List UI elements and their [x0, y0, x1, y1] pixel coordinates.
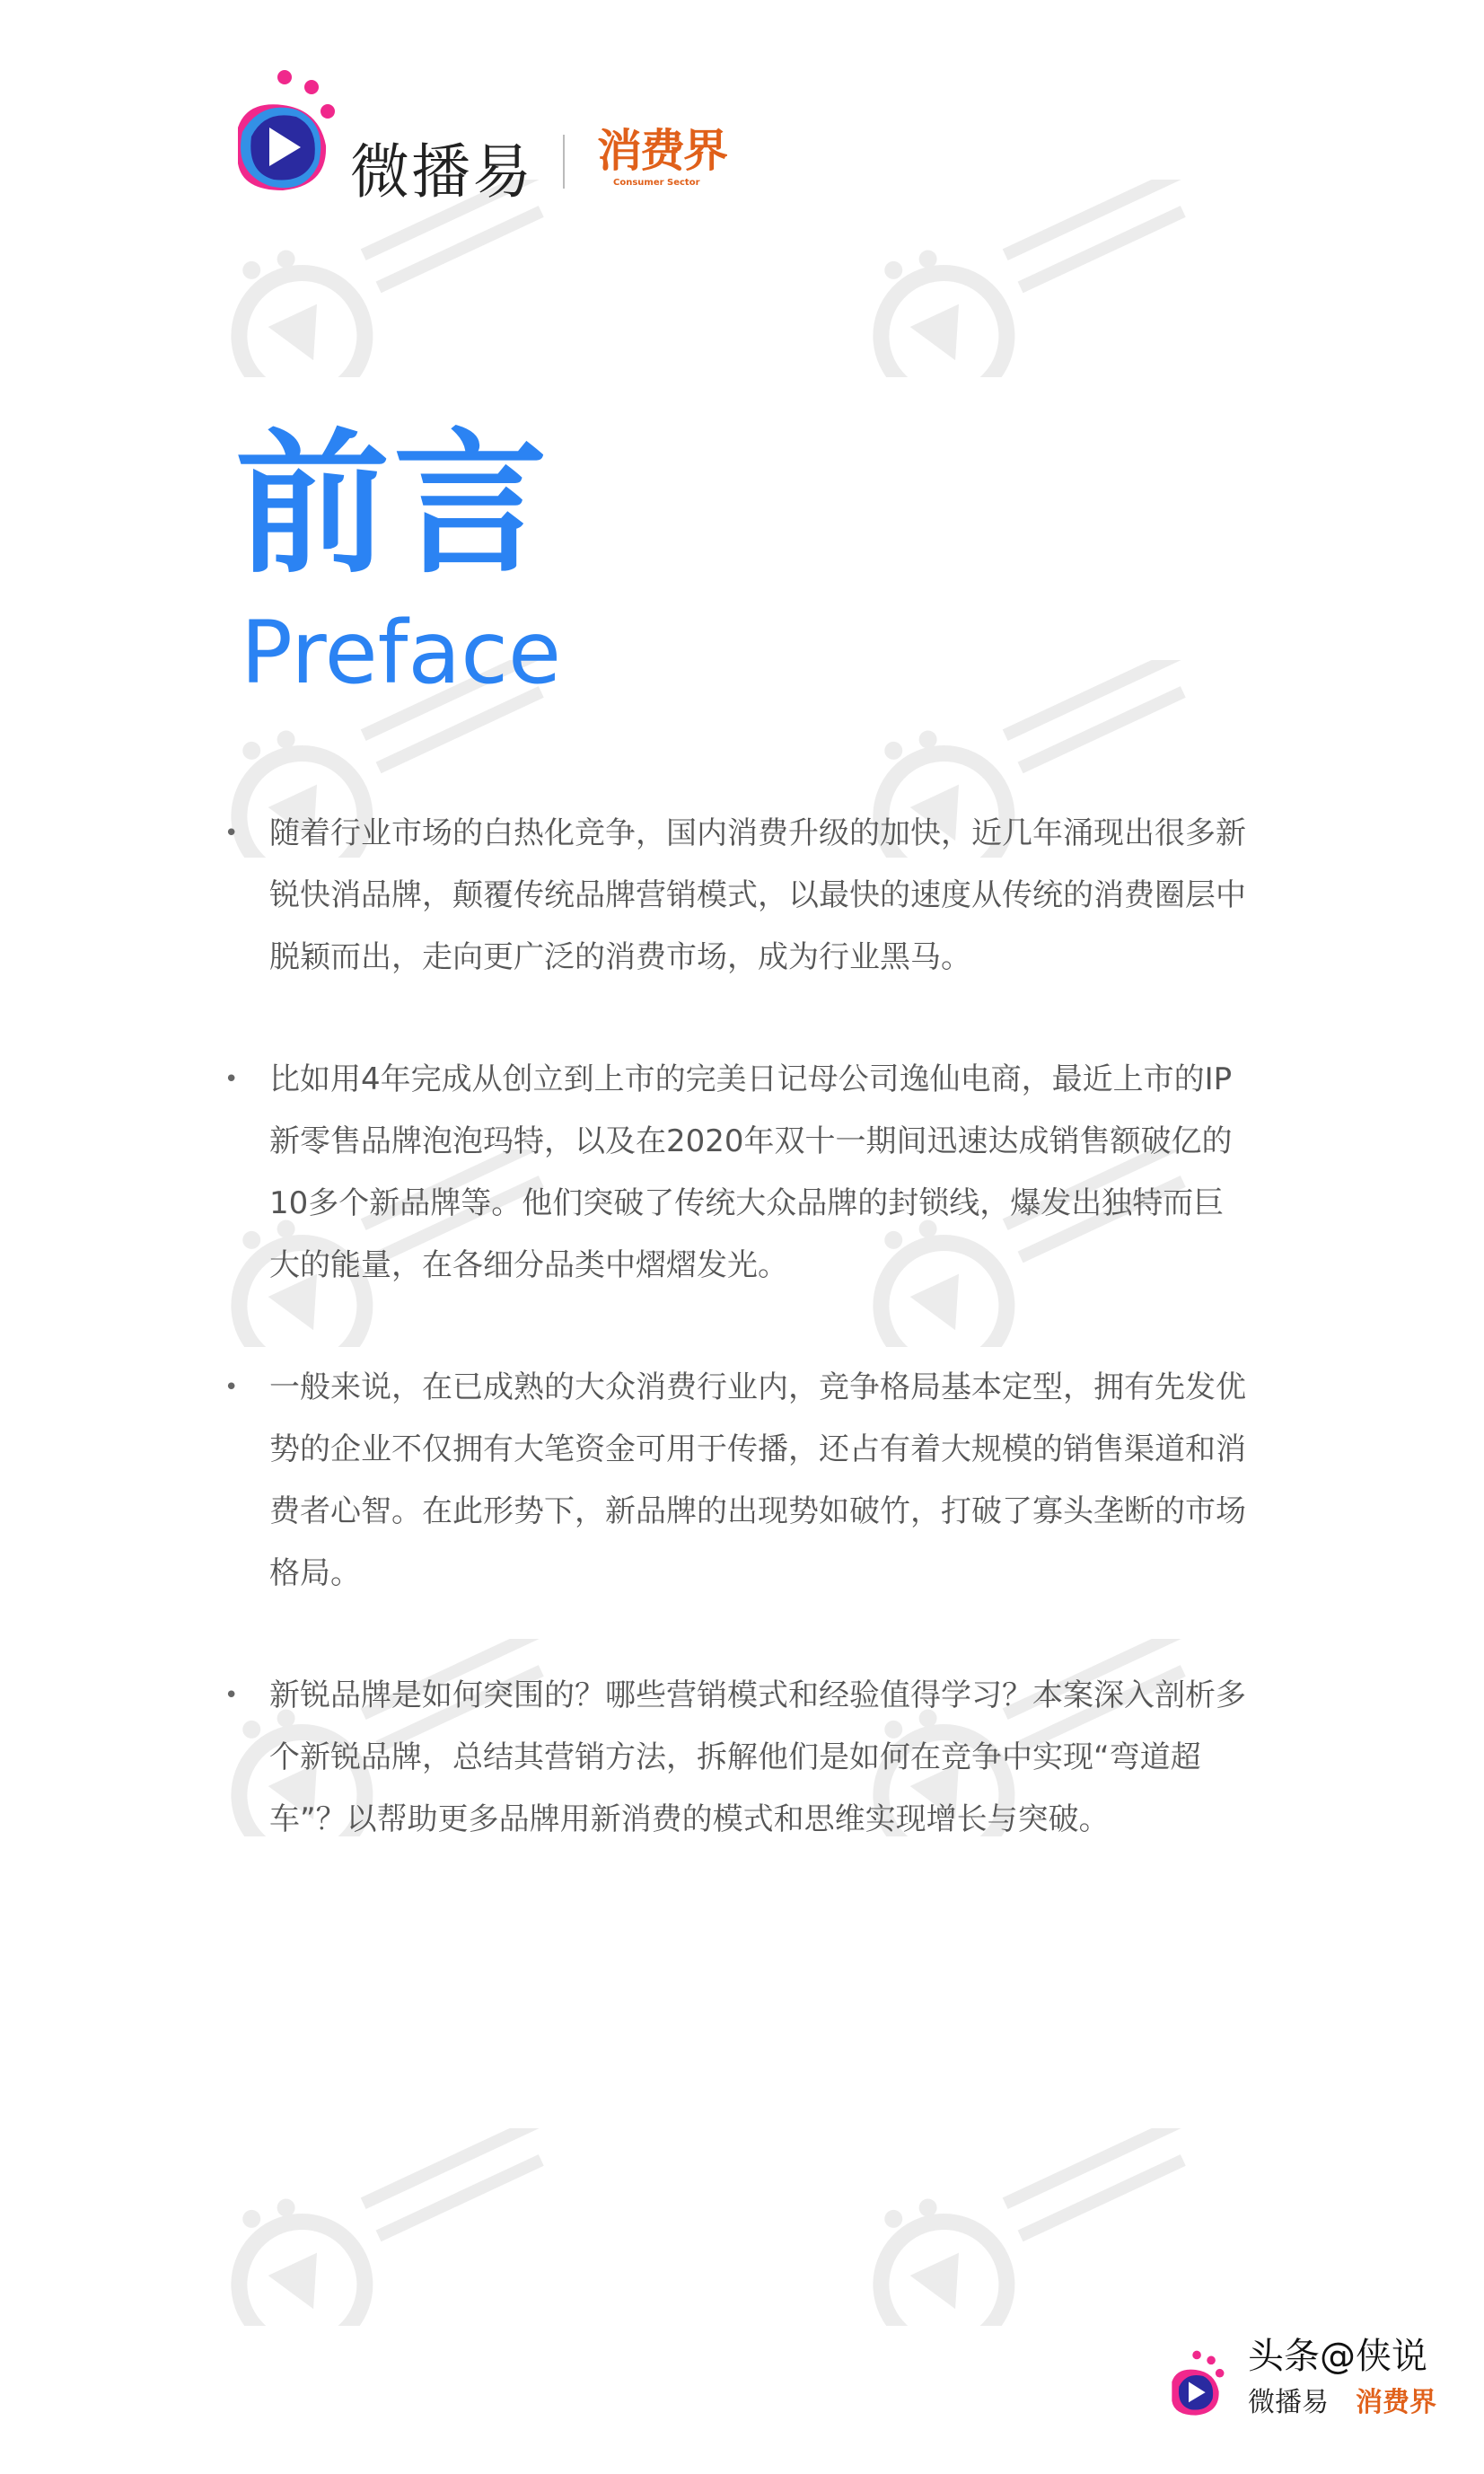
paragraph-1: [224, 803, 1257, 989]
text-line: 个新锐品牌，总结其营销方法，拆解他们是如何在竞争中实现“弯道超: [269, 1739, 1201, 1775]
paragraph-3: [224, 1357, 1257, 1605]
watermark-logo-icon: [215, 180, 593, 377]
text-line: 10多个新品牌等。他们突破了传统大众品牌的封锁线，爆发出独特而巨: [269, 1185, 1225, 1221]
footer-brand-name: 微播易: [1248, 2387, 1329, 2418]
text-line: 锐快消品牌，颠覆传统品牌营销模式，以最快的速度从传统的消费圈层中: [269, 877, 1246, 913]
text-line: 新锐品牌是如何突围的？哪些营销模式和经验值得学习？本案深入剖析多: [269, 1677, 1246, 1713]
text-line: 格局。: [269, 1555, 361, 1591]
text-line: 势的企业不仅拥有大笔资金可用于传播，还占有着大规模的销售渠道和消: [269, 1431, 1246, 1467]
text-line: 大的能量，在各细分品类中熠熠发光。: [269, 1247, 788, 1283]
text-line: 车”？以帮助更多品牌用新消费的模式和思维实现增长与突破。: [269, 1801, 1110, 1837]
watermark-logo-icon: [857, 2128, 1234, 2326]
weiboyi-small-logo-icon: [1167, 2348, 1239, 2420]
bullet: •: [224, 1374, 239, 1401]
text-line: 费者心智。在此形势下，新品牌的出现势如破竹，打破了寡头垄断的市场: [269, 1493, 1246, 1529]
footer-partner-name: 消费界: [1356, 2387, 1436, 2418]
text-line: 比如用4年完成从创立到上市的完美日记母公司逸仙电商，最近上市的IP: [269, 1061, 1233, 1097]
weiboyi-logo-icon: [229, 65, 364, 199]
text-line: 新零售品牌泡泡玛特，以及在2020年双十一期间迅速达成销售额破亿的: [269, 1123, 1233, 1159]
text-line: 一般来说，在已成熟的大众消费行业内，竞争格局基本定型，拥有先发优: [269, 1369, 1246, 1405]
bullet: •: [224, 820, 239, 847]
partner-name: 消费界: [597, 124, 726, 177]
logo-divider: [563, 135, 565, 189]
consumer-sector-logo: [597, 126, 750, 193]
watermark-logo-icon: [215, 2128, 593, 2326]
watermark-logo-icon: [857, 180, 1234, 377]
partner-subtitle: Consumer Sector: [613, 178, 700, 188]
bullet: •: [224, 1066, 239, 1093]
paragraph-4: [224, 1665, 1257, 1851]
text-line: 脱颖而出，走向更广泛的消费市场，成为行业黑马。: [269, 939, 971, 975]
page-subtitle: Preface: [241, 603, 562, 703]
bullet: •: [224, 1682, 239, 1709]
brand-name: 微播易: [350, 137, 533, 207]
text-line: 随着行业市场的白热化竞争，国内消费升级的加快，近几年涌现出很多新: [269, 815, 1246, 851]
paragraph-2: [224, 1049, 1257, 1297]
source-watermark-text: 头条@侠说: [1248, 2336, 1427, 2377]
page-title: 前言: [235, 414, 551, 594]
footer-watermark: [1167, 2335, 1481, 2425]
